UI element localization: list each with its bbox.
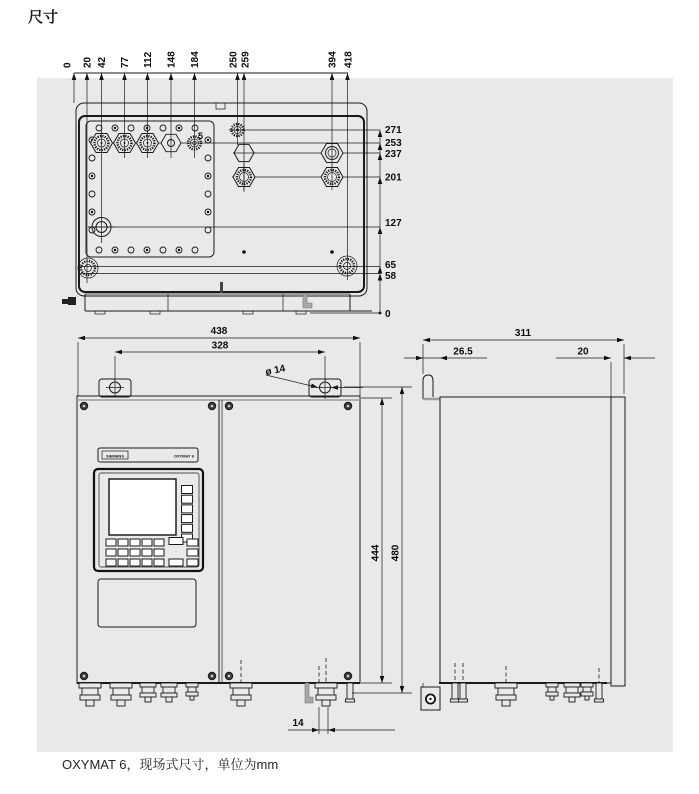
side-plug-icon (68, 297, 76, 305)
dim-label: 259 (240, 51, 252, 68)
dim-label: 0 (385, 309, 391, 320)
dim-label: 127 (385, 218, 402, 229)
screw-dot (242, 250, 246, 254)
dim-label: 271 (385, 125, 402, 136)
dim-label: 58 (385, 271, 397, 282)
dim-label: 201 (385, 172, 402, 184)
dim-label: 0 (62, 62, 74, 68)
dim-label: 184 (190, 51, 201, 68)
gland-count-label: 5 (198, 131, 204, 141)
center-tab (220, 282, 223, 293)
dim-label: 250 (228, 51, 240, 68)
dim-label: 444 (370, 544, 382, 562)
figure-caption: OXYMAT 6，现场式尺寸，单位为mm (62, 757, 279, 772)
dim-label: 480 (390, 544, 402, 562)
dim-label: 438 (210, 326, 228, 337)
dim-label: 253 (385, 138, 402, 149)
dim-label: 20 (82, 56, 94, 68)
figure-background (37, 78, 673, 752)
brand-label: SIEMENS (105, 453, 125, 459)
dim-label: 237 (385, 149, 402, 160)
dim-label: ø 14 (264, 363, 287, 379)
operator-panel (94, 469, 203, 571)
dim-label: 112 (143, 51, 154, 68)
model-label: OXYMAT 6 (173, 453, 194, 459)
dim-label: 148 (166, 51, 178, 68)
screw-dot (330, 250, 334, 254)
display-screen (109, 479, 176, 535)
dim-label: 77 (120, 56, 131, 68)
dim-label: 42 (97, 56, 108, 68)
dim-label: 20 (577, 346, 589, 358)
page-title: 尺寸 (28, 9, 59, 26)
dim-label: 14 (292, 718, 304, 729)
dim-label: 328 (211, 340, 229, 352)
dim-label: 394 (327, 51, 339, 68)
dim-label: 65 (385, 260, 397, 271)
dim-label: 311 (514, 328, 532, 339)
dim-label: 26.5 (453, 346, 473, 358)
dim-label: 418 (343, 51, 355, 68)
